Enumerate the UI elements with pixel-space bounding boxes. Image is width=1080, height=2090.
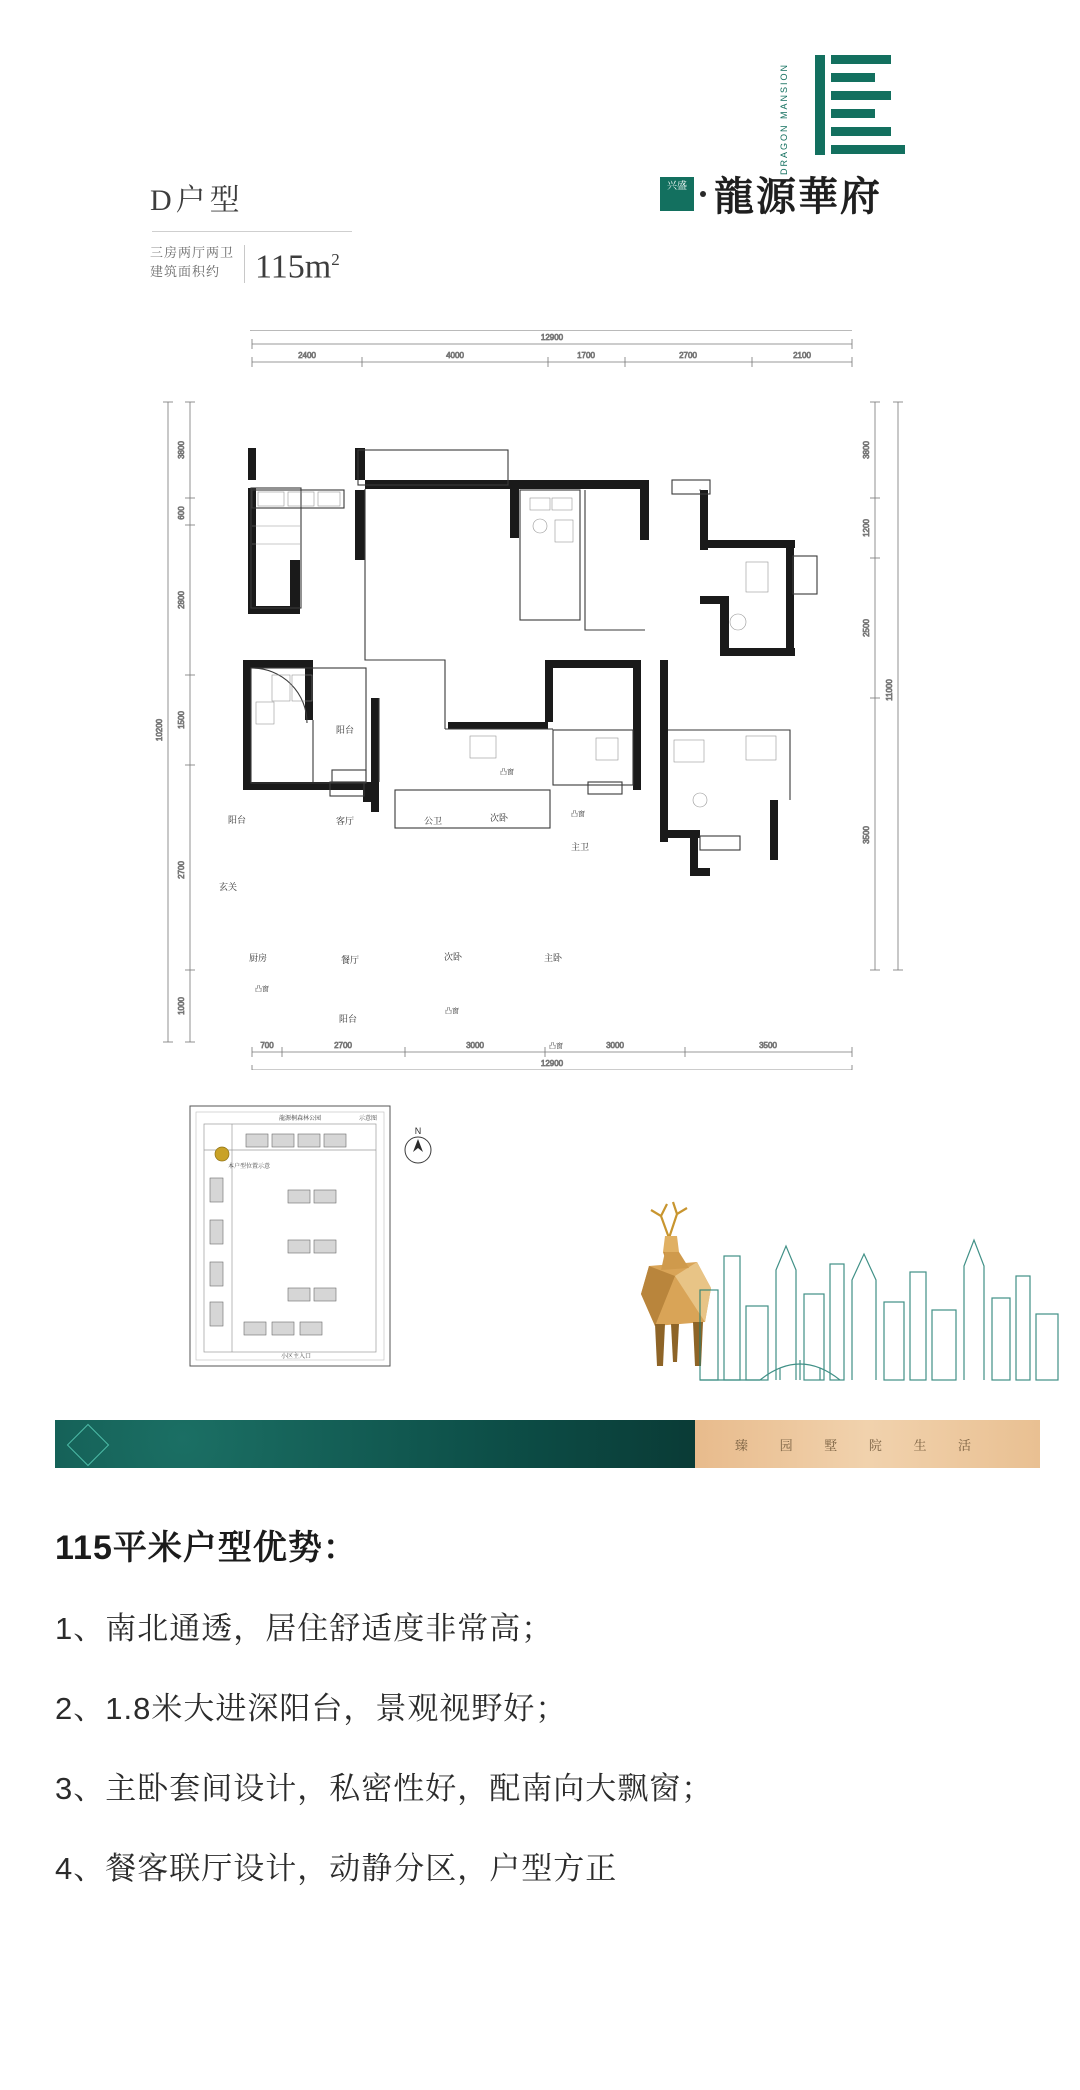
spec-text: [150, 243, 234, 285]
dim-bottom-5: 3500: [759, 1041, 777, 1050]
spec-line-1: 三房两厅两卫: [150, 245, 235, 261]
dim-right-1: 3800: [862, 441, 871, 459]
room-label: 凸窗: [500, 769, 514, 776]
logo-side-text-1: DRAGON: [779, 123, 789, 176]
room-label: 主卫: [570, 842, 590, 852]
header: [0, 0, 1080, 330]
room-label: 凸窗: [571, 811, 585, 818]
logo-name-row: [660, 165, 960, 222]
dim-top-5: 2100: [793, 351, 811, 360]
site-map-block-label: 小区主入口: [280, 1354, 312, 1360]
dim-top-3: 1700: [577, 351, 595, 360]
logo-side-text: [778, 63, 790, 175]
dim-left-total: 10200: [155, 718, 164, 742]
area-value: [255, 242, 340, 285]
logo-side-text-2: MANSION: [779, 63, 789, 120]
dim-right-total: 11000: [885, 679, 894, 701]
bottom-banner: [55, 1420, 1040, 1468]
compass-label: N: [414, 1126, 422, 1136]
dim-bottom-1: 700: [260, 1041, 274, 1050]
dim-left-1: 3800: [177, 441, 186, 459]
dim-top-1: 2400: [298, 351, 316, 360]
plan-walls: [243, 448, 795, 876]
title-subblock: [150, 242, 410, 285]
dim-left-4: 1500: [177, 711, 186, 729]
floor-plan-drawing: [0, 330, 1080, 1070]
dim-bottom-total: 12900: [540, 1059, 564, 1068]
room-label: 阳台: [338, 1014, 358, 1024]
dim-right-4: 3500: [862, 826, 871, 844]
plan-furniture: [252, 492, 776, 807]
dim-right-2: 1200: [862, 519, 871, 537]
room-label: 阳台: [335, 725, 355, 735]
site-map: [0, 1090, 1080, 1420]
dim-right-3: 2500: [862, 619, 871, 637]
room-label: 主卧: [543, 953, 563, 963]
banner-slogan: 臻 园 墅 院 生 活: [735, 1438, 986, 1453]
advantage-item: 4、餐客联厅设计，动静分区，户型方正: [55, 1851, 618, 1886]
brand-logo: [660, 55, 960, 235]
dim-left-3: 2800: [177, 591, 186, 609]
compass-icon: [405, 1126, 431, 1163]
room-label: 凸窗: [549, 1043, 563, 1050]
banner-left-panel: [55, 1420, 695, 1468]
dim-bottom-4: 3000: [606, 1041, 624, 1050]
site-map-scale-label: 示意图: [358, 1116, 378, 1122]
room-label: 次卧: [443, 952, 463, 962]
advantage-item: 2、1.8米大进深阳台，景观视野好；: [55, 1691, 568, 1726]
logo-dot-icon: [700, 191, 706, 197]
advantage-item: 1、南北通透，居住舒适度非常高；: [55, 1611, 554, 1646]
room-label: 凸窗: [255, 986, 269, 993]
room-label: 玄关: [218, 882, 238, 892]
room-label: 厨房: [248, 953, 268, 963]
dim-top-2: 4000: [446, 351, 464, 360]
city-skyline-illustration: [700, 1240, 1058, 1380]
dim-bottom-2: 2700: [334, 1041, 352, 1050]
spec-divider: [244, 245, 245, 283]
title-divider: [152, 231, 352, 232]
room-label: 凸窗: [445, 1008, 459, 1015]
area-number: 115m: [255, 248, 332, 286]
room-label: 公卫: [423, 816, 443, 826]
banner-emblem-icon: [67, 1424, 109, 1466]
dim-left-6: 1000: [177, 997, 186, 1015]
area-superscript: 2: [331, 250, 340, 269]
dim-left-5: 2700: [177, 861, 186, 879]
dim-bottom-3: 3000: [466, 1041, 484, 1050]
room-label-group: [219, 724, 589, 1050]
site-map-drawing: [0, 1090, 1080, 1420]
advantages-title: 115平米户型优势：: [55, 1529, 358, 1567]
advantage-item: 3、主卧套间设计，私密性好，配南向大飘窗；: [55, 1771, 714, 1806]
title-block: [150, 175, 410, 285]
logo-badge: 兴盛: [660, 177, 694, 211]
dim-left-2: 600: [177, 506, 186, 520]
room-label: 餐厅: [340, 955, 360, 965]
site-map-unit-label: 本户型位置示意: [228, 1164, 271, 1170]
site-map-top-label: 龍源桐森林公园: [278, 1116, 322, 1122]
logo-mark-icon: [815, 55, 905, 155]
dim-top-4: 2700: [679, 351, 697, 360]
room-label: 次卧: [489, 813, 509, 823]
advantages-section: [55, 1520, 1015, 1931]
floor-plan: [0, 330, 1080, 1070]
spec-line-2: 建筑面积约: [150, 264, 221, 280]
room-label: 阳台: [227, 815, 247, 825]
room-label: 客厅: [335, 816, 355, 826]
dim-top-total: 12900: [540, 333, 564, 342]
page-title: D户型: [150, 184, 244, 217]
logo-name: 龍源華府: [714, 174, 882, 219]
